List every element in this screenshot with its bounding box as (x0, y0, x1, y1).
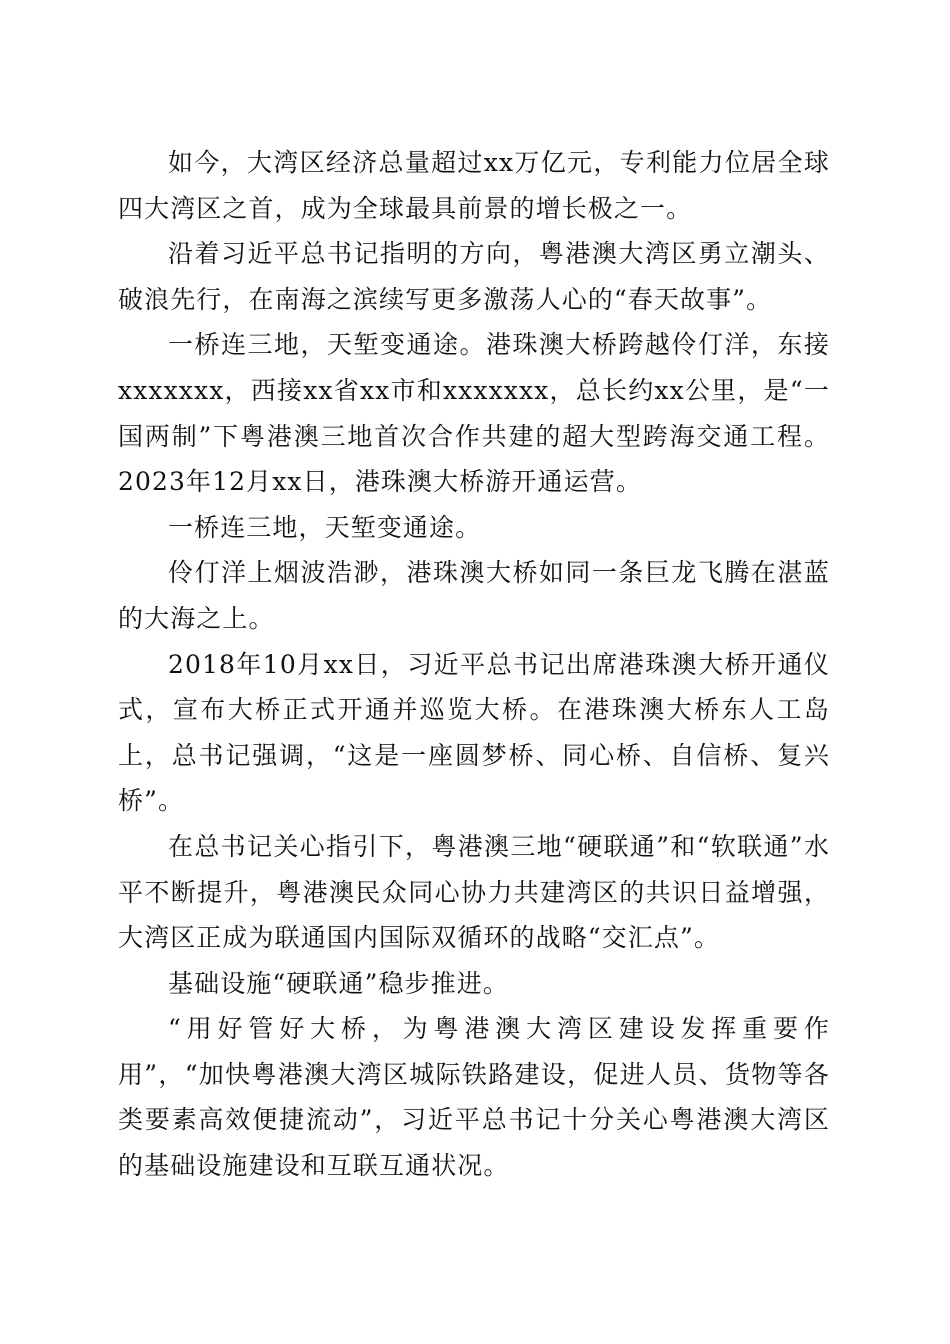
paragraph-5: 伶仃洋上烟波浩渺，港珠澳大桥如同一条巨龙飞腾在湛蓝的大海之上。 (118, 558, 830, 633)
paragraph-6: 2018年10月xx日，习近平总书记出席港珠澳大桥开通仪式，宣布大桥正式开通并巡览大桥。在港珠澳大桥东人工岛上，总书记强调，“这是一座圆梦桥、同心桥、自信桥、复兴桥”。 (118, 649, 830, 816)
paragraph-1: 如今，大湾区经济总量超过xx万亿元，专利能力位居全球四大湾区之首，成为全球最具前景的增长极之一。 (118, 148, 830, 223)
paragraph-3: 一桥连三地，天堑变通途。港珠澳大桥跨越伶仃洋，东接xxxxxxx，西接xx省xx市和xxxxxxx，总长约xx公里，是“一国两制”下粤港澳三地首次合作共建的超大型跨海交通工程。2023年12月xx日，港珠澳大桥游开通运营。 (118, 330, 830, 497)
paragraph-4: 一桥连三地，天堑变通途。 (168, 512, 482, 542)
paragraph-9: “用好管好大桥，为粤港澳大湾区建设发挥重要作用”，“加快粤港澳大湾区城际铁路建设，促进人员、货物等各类要素高效便捷流动”，习近平总书记十分关心粤港澳大湾区的基础设施建设和互联互通状况。 (118, 1014, 830, 1181)
paragraph-2: 沿着习近平总书记指明的方向，粤港澳大湾区勇立潮头、破浪先行，在南海之滨续写更多激荡人心的“春天故事”。 (118, 239, 830, 314)
document-body (118, 140, 830, 1189)
paragraph-7: 在总书记关心指引下，粤港澳三地“硬联通”和“软联通”水平不断提升，粤港澳民众同心协力共建湾区的共识日益增强，大湾区正成为联通国内国际双循环的战略“交汇点”。 (118, 831, 830, 953)
paragraph-8: 基础设施“硬联通”稳步推进。 (168, 968, 509, 998)
